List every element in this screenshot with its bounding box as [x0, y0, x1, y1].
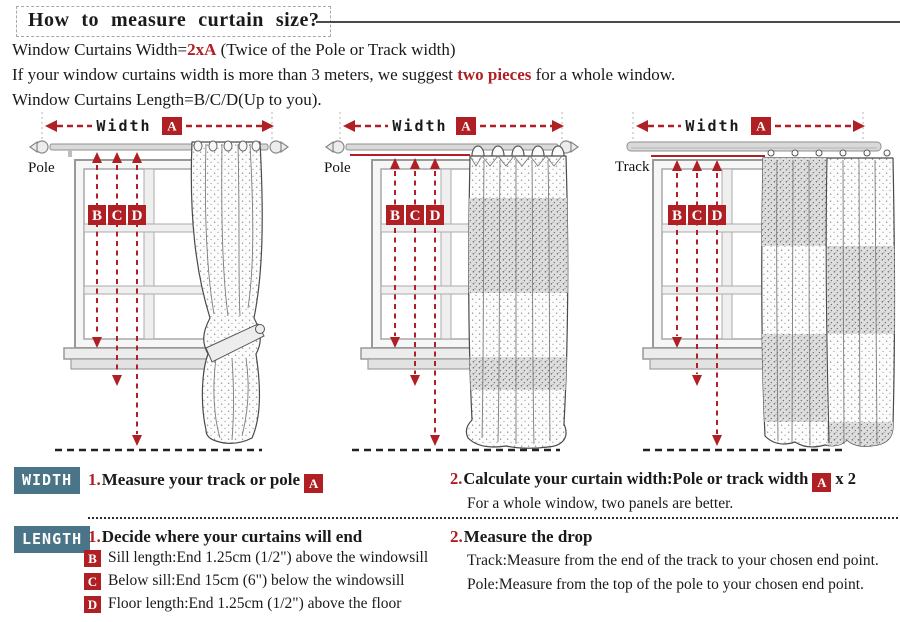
- width-step1-text: Measure your track or pole: [101, 470, 301, 489]
- label-d: D: [711, 208, 723, 224]
- diagram-track-panels: [605, 108, 900, 465]
- diagram-pole-tabtop: [310, 108, 600, 465]
- length-step-1: [88, 527, 362, 547]
- intro-line-1: [12, 40, 456, 60]
- length-option-b: [84, 549, 428, 567]
- finial-left-icon: [332, 141, 344, 153]
- section-separator: [88, 517, 898, 519]
- label-a: A: [167, 118, 177, 134]
- width-step-1: [88, 470, 327, 493]
- measure-down-arrow-d: [430, 435, 440, 446]
- finial-right-tip: [571, 142, 578, 152]
- mount-label: Track: [615, 159, 650, 175]
- intro-line1-post: (Twice of the Pole or Track width): [216, 40, 456, 59]
- length-option-c: [84, 572, 428, 590]
- measure-down-arrow-c: [692, 375, 702, 386]
- curtain-panels: [755, 150, 899, 450]
- label-d: D: [429, 208, 441, 224]
- mount-label: Pole: [324, 160, 351, 176]
- grommet-icon: [252, 141, 260, 151]
- length-option-b-text: Sill length:End 1.25cm (1/2") above the windowsill: [108, 549, 429, 566]
- pole-bracket-left: [68, 150, 72, 157]
- length-option-d-box: D: [84, 596, 101, 613]
- measure-down-arrow-c: [410, 375, 420, 386]
- length-step2-text: Measure the drop: [463, 527, 593, 546]
- label-b: B: [389, 208, 401, 224]
- width-label: Width: [685, 117, 741, 135]
- width-step2-a-box: A: [812, 473, 831, 492]
- intro-line2-highlight: two pieces: [457, 65, 532, 84]
- width-arrow: [45, 117, 274, 135]
- intro-line2-post: for a whole window.: [531, 65, 676, 84]
- measure-up-arrow-d: [132, 152, 142, 163]
- pole-bar: [346, 144, 558, 150]
- width-step2-note: For a whole window, two panels are better.: [467, 495, 734, 512]
- diagram-pole-grommet: [10, 108, 310, 465]
- mount-label: Pole: [28, 160, 55, 176]
- width-arrow: [636, 117, 865, 135]
- length-option-b-box: B: [84, 550, 101, 567]
- width-arrow: [343, 117, 564, 135]
- width-arrow-right-icon: [853, 120, 865, 132]
- finial-left-icon: [36, 141, 48, 153]
- width-step1-number: 1.: [88, 470, 101, 489]
- intro-line1-highlight: 2xA: [187, 40, 217, 59]
- length-step-2: [450, 527, 593, 547]
- length-pole-note: Pole:Measure from the top of the pole to your chosen end point.: [467, 576, 864, 593]
- width-step2-text: Calculate your curtain width:Pole or track width: [463, 469, 809, 488]
- title-rule: [316, 21, 900, 23]
- measure-arrows: [88, 152, 146, 446]
- length-badge: LENGTH: [14, 526, 90, 553]
- label-c: C: [111, 208, 123, 224]
- intro-line2-pre: If your window curtains width is more than 3 meters, we suggest: [12, 65, 458, 84]
- window-mullion-v: [722, 169, 732, 339]
- measure-down-arrow-c: [112, 375, 122, 386]
- page-title-text: How to measure curtain size?: [28, 9, 320, 31]
- width-label: Width: [392, 117, 448, 135]
- curtain-band-left-1: [755, 158, 827, 246]
- length-option-d: [84, 595, 428, 613]
- diagram-2-svg: [310, 108, 600, 460]
- measure-up-arrow-b: [92, 152, 102, 163]
- label-d: D: [131, 208, 143, 224]
- window-mullion-v: [441, 169, 451, 339]
- finial-right-icon: [270, 141, 282, 153]
- diagram-1-svg: [10, 108, 310, 460]
- curtain-hook-icon: [864, 150, 870, 156]
- length-step1-number: 1.: [88, 527, 101, 546]
- page-title: [16, 6, 331, 37]
- finial-left-tip: [30, 142, 37, 152]
- window-mullion-h2: [84, 286, 216, 294]
- width-step1-a-box: A: [304, 474, 323, 493]
- width-step-2: [450, 469, 856, 492]
- intro-line3-text: Window Curtains Length=B/C/D(Up to you).: [12, 90, 322, 109]
- length-option-d-text: Floor length:End 1.25cm (1/2") above the floor: [108, 595, 402, 612]
- curtain-hook-icon: [816, 150, 822, 156]
- label-c: C: [691, 208, 703, 224]
- width-label: Width: [96, 117, 152, 135]
- grommet-icon: [194, 141, 202, 151]
- tieback-knot-icon: [256, 325, 265, 334]
- width-arrow-left-icon: [636, 120, 648, 132]
- intro-line-2: [12, 65, 675, 85]
- width-step2-number: 2.: [450, 469, 463, 488]
- curtain-band-2: [460, 357, 576, 390]
- width-badge: WIDTH: [14, 467, 80, 494]
- measure-up-arrow-c: [112, 152, 122, 163]
- width-arrow-right-icon: [262, 120, 274, 132]
- label-a: A: [461, 118, 471, 134]
- label-b: B: [91, 208, 103, 224]
- width-arrow-left-icon: [343, 120, 355, 132]
- curtain-band-left-2: [755, 334, 827, 422]
- grommet-icon: [239, 141, 247, 151]
- intro-line-3: [12, 90, 322, 110]
- window-sill-step: [71, 359, 222, 369]
- label-c: C: [409, 208, 421, 224]
- measure-down-arrow-d: [132, 435, 142, 446]
- diagram-3-svg: [605, 108, 900, 460]
- curtain-band-1: [460, 198, 576, 293]
- width-arrow-left-icon: [45, 120, 57, 132]
- length-options-list: [84, 549, 428, 618]
- measure-down-arrow-d: [712, 435, 722, 446]
- width-arrow-right-icon: [552, 120, 564, 132]
- width-step2-suffix: x 2: [835, 469, 856, 488]
- label-b: B: [671, 208, 683, 224]
- length-step2-number: 2.: [450, 527, 463, 546]
- label-a: A: [756, 118, 766, 134]
- curtain-hook-icon: [792, 150, 798, 156]
- finial-left-tip: [326, 142, 333, 152]
- curtain-hook-icon: [768, 150, 774, 156]
- curtain-hook-icon: [840, 150, 846, 156]
- curtain-tabtop: [460, 146, 576, 448]
- intro-line1-pre: Window Curtains Width=: [12, 40, 188, 59]
- window-mullion-v: [144, 169, 154, 339]
- grommet-icon: [224, 141, 232, 151]
- length-option-c-text: Below sill:End 15cm (6") below the windowsill: [108, 572, 405, 589]
- curtain-band-right-1: [827, 246, 899, 334]
- length-track-note: Track:Measure from the end of the track to your chosen end point.: [467, 552, 879, 569]
- length-option-c-box: C: [84, 573, 101, 590]
- finial-right-tip: [281, 142, 288, 152]
- curtain-hook-icon: [884, 150, 890, 156]
- grommet-icon: [209, 141, 217, 151]
- length-step1-text: Decide where your curtains will end: [101, 527, 363, 546]
